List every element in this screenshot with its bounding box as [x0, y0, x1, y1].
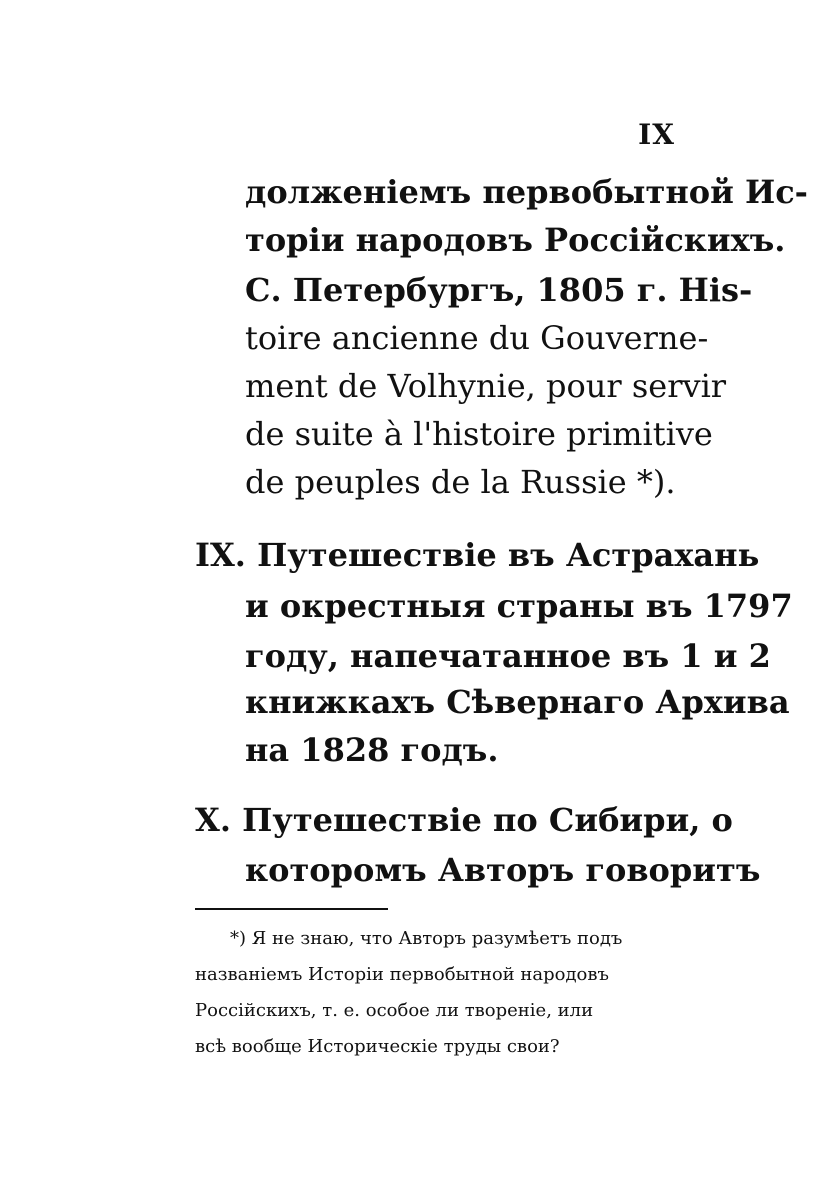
entry-line: и окрестныя страны въ 1797 — [245, 587, 793, 625]
entry-number: IX. — [195, 536, 246, 574]
page-number: IX — [638, 118, 675, 151]
entry-line: которомъ Авторъ говоритъ — [245, 851, 761, 889]
entry-line: книжкахъ Сѣвернаго Архива — [245, 683, 790, 721]
continuation-line: toire ancienne du Gouverne- — [245, 319, 709, 357]
continuation-line: торіи народовъ Россійскихъ. — [245, 221, 786, 259]
entry-first-line — [195, 800, 733, 840]
continuation-line: ment de Volhynie, pour servir — [245, 367, 727, 405]
continuation-line: de suite à l'histoire primitive — [245, 415, 713, 453]
footnote-rule — [195, 908, 388, 910]
entry-title: Путешествіе въ Астрахань — [257, 536, 760, 574]
footnote-line: *) Я не знаю, что Авторъ разумѣетъ подъ — [230, 928, 623, 949]
entry-line: на 1828 годъ. — [245, 731, 499, 769]
entry-line: году, напечатанное въ 1 и 2 — [245, 637, 771, 675]
entry-first-line — [195, 535, 759, 575]
entry-title: Путешествіе по Сибири, о — [242, 801, 733, 839]
entry-number: X. — [195, 801, 231, 839]
footnote-line: Россійскихъ, т. е. особое ли твореніе, или — [195, 1000, 594, 1021]
footnote-line: всѣ вообще Историческіе труды свои? — [195, 1036, 560, 1057]
continuation-line: С. Петербургъ, 1805 г. His- — [245, 271, 753, 309]
continuation-line: долженіемъ первобытной Ис- — [245, 173, 808, 211]
continuation-line: de peuples de la Russie *). — [245, 463, 676, 501]
footnote-line: названіемъ Исторіи первобытной народовъ — [195, 964, 609, 985]
